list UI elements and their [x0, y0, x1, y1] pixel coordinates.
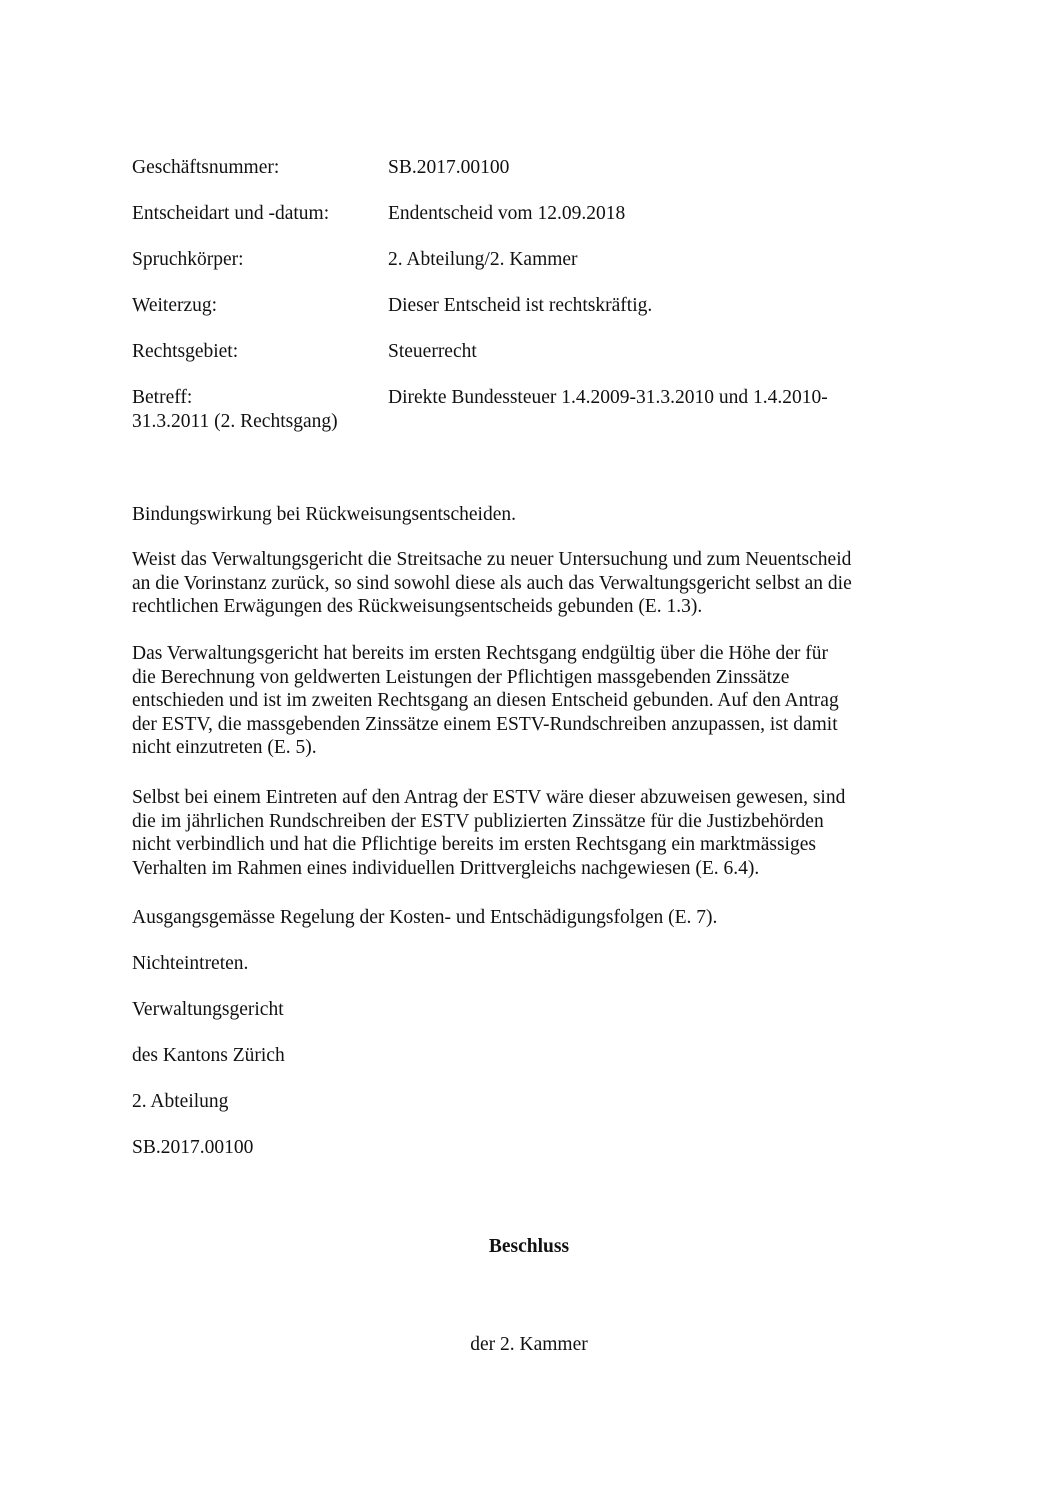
case-number-label: Geschäftsnummer:	[132, 157, 280, 178]
decision-type-value: Endentscheid vom 12.09.2018	[388, 203, 626, 224]
paragraph-line: rechtlichen Erwägungen des Rückweisungsentscheids gebunden (E. 1.3).	[132, 596, 703, 617]
court-canton: des Kantons Zürich	[132, 1045, 285, 1066]
paragraph-line: nicht einzutreten (E. 5).	[132, 737, 317, 758]
appeal-label: Weiterzug:	[132, 295, 218, 316]
subject-value-line2: 31.3.2011 (2. Rechtsgang)	[132, 411, 338, 432]
summary-heading: Bindungswirkung bei Rückweisungsentscheiden.	[132, 504, 516, 525]
paragraph-line: Verhalten im Rahmen eines individuellen Drittvergleichs nachgewiesen (E. 6.4).	[132, 857, 760, 879]
court-body-value: 2. Abteilung/2. Kammer	[388, 249, 578, 270]
court-division: 2. Abteilung	[132, 1091, 229, 1112]
paragraph-line: Das Verwaltungsgericht hat bereits im ersten Rechtsgang endgültig über die Höhe der für	[132, 643, 829, 664]
decision-title: Beschluss	[488, 1236, 570, 1257]
summary-paragraph-4: Ausgangsgemässe Regelung der Kosten- und Entschädigungsfolgen (E. 7).	[132, 907, 718, 928]
subject-label: Betreff:	[132, 387, 193, 408]
summary-paragraph-3	[132, 786, 932, 880]
paragraph-line: die im jährlichen Rundschreiben der ESTV publizierten Zinssätze für die Justizbehörden	[132, 810, 824, 832]
legal-area-label: Rechtsgebiet:	[132, 341, 239, 362]
summary-paragraph-1	[132, 548, 932, 619]
decision-chamber: der 2. Kammer	[470, 1334, 588, 1355]
appeal-value: Dieser Entscheid ist rechtskräftig.	[388, 295, 653, 316]
court-body-label: Spruchkörper:	[132, 249, 244, 270]
paragraph-line: nicht verbindlich und hat die Pflichtige bereits im ersten Rechtsgang ein marktmässiges	[132, 834, 816, 855]
court-name: Verwaltungsgericht	[132, 999, 284, 1020]
legal-area-value: Steuerrecht	[388, 341, 477, 362]
decision-type-label: Entscheidart und -datum:	[132, 203, 330, 224]
paragraph-line: der ESTV, die massgebenden Zinssätze einem ESTV-Rundschreiben anzupassen, ist damit	[132, 713, 838, 735]
summary-result: Nichteintreten.	[132, 953, 249, 974]
paragraph-line: Selbst bei einem Eintreten auf den Antrag der ESTV wäre dieser abzuweisen gewesen, sind	[132, 787, 846, 808]
summary-paragraph-2	[132, 642, 932, 760]
paragraph-line: die Berechnung von geldwerten Leistungen der Pflichtigen massgebenden Zinssätze	[132, 666, 790, 688]
case-number-value: SB.2017.00100	[388, 157, 510, 178]
paragraph-line: Weist das Verwaltungsgericht die Streitsache zu neuer Untersuchung und zum Neuentscheid	[132, 549, 852, 570]
paragraph-line: entschieden und ist im zweiten Rechtsgang an diesen Entscheid gebunden. Auf den Antrag	[132, 690, 839, 711]
court-case-number: SB.2017.00100	[132, 1137, 254, 1158]
paragraph-line: an die Vorinstanz zurück, so sind sowohl diese als auch das Verwaltungsgericht selbst an die	[132, 572, 852, 594]
subject-value-line1: Direkte Bundessteuer 1.4.2009-31.3.2010 und 1.4.2010-	[388, 387, 828, 408]
